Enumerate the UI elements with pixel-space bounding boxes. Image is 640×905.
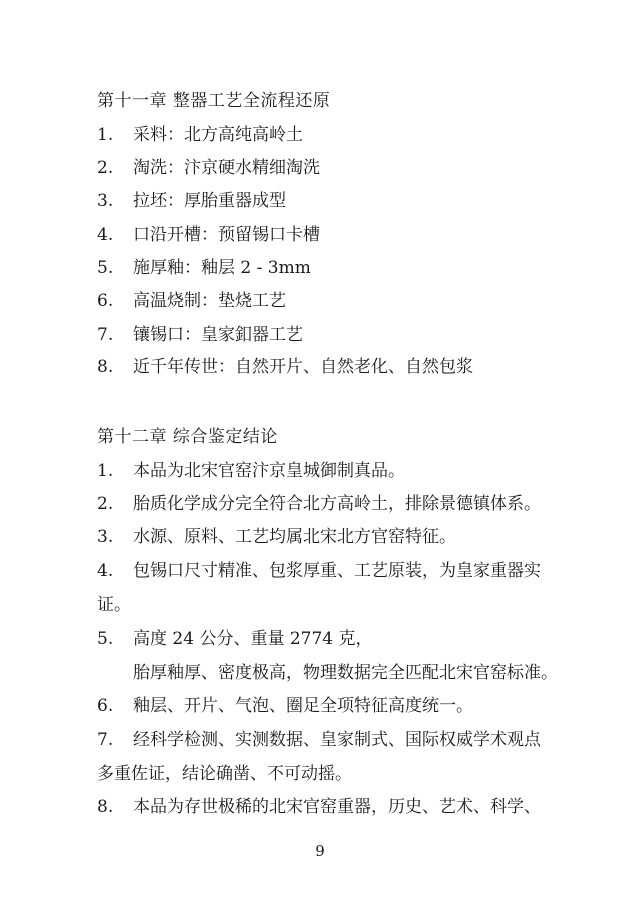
item-number: 3. [97,191,114,211]
item-number: 1. [97,461,114,481]
item-text: 淘洗：汴京硬水精细淘洗 [133,158,320,178]
item-number: 3. [97,527,114,547]
chapter-12-title: 第十二章 综合鉴定结论 [97,427,278,447]
list-item [97,352,473,377]
item-number: 8. [97,797,114,817]
item-text: 口沿开槽：预留锡口卡槽 [133,225,320,245]
list-item [97,120,303,145]
item-number: 4. [97,225,114,245]
item-number: 6. [97,291,114,311]
item-number: 2. [97,494,114,514]
item-number: 1. [97,125,114,145]
list-item [97,522,456,547]
list-item [97,456,405,481]
item-text: 包锡口尺寸精准、包浆厚重、工艺原装，为皇家重器实 [133,561,541,581]
item-text: 高温烧制：垫烧工艺 [133,291,286,311]
list-item [97,489,541,514]
list-item [97,556,541,581]
item-number: 6. [97,696,114,716]
list-item [97,220,320,245]
list-item [97,186,286,211]
item-text: 釉层、开片、气泡、圈足全项特征高度统一。 [133,696,473,716]
page-number: 9 [315,842,325,860]
item-number: 2. [97,158,114,178]
list-item [97,153,320,178]
item-number: 7. [97,730,114,750]
item-number: 7. [97,325,114,345]
item-text: 高度 24 公分、重量 2774 克， [133,629,373,649]
list-item [97,253,311,278]
list-item [97,320,303,345]
item-text: 本品为存世极稀的北宋官窑重器，历史、艺术、科学、 [133,797,541,817]
item-text: 本品为北宋官窑汴京皇城御制真品。 [133,461,405,481]
item-number: 5. [97,629,114,649]
item-continuation: 胎厚釉厚、密度极高，物理数据完全匹配北宋官窑标准。 [133,663,558,683]
list-item [97,691,473,716]
item-text: 胎质化学成分完全符合北方高岭土，排除景德镇体系。 [133,494,541,514]
item-text: 施厚釉：釉层 2 - 3mm [133,258,311,278]
item-continuation: 多重佐证，结论确凿、不可动摇。 [97,764,352,784]
list-item [97,792,541,817]
item-text: 采料：北方高纯高岭土 [133,125,303,145]
item-text: 近千年传世：自然开片、自然老化、自然包浆 [133,357,473,377]
list-item [97,624,373,649]
item-number: 8. [97,357,114,377]
item-text: 水源、原料、工艺均属北宋北方官窑特征。 [133,527,456,547]
item-number: 4. [97,561,114,581]
list-item [97,286,286,311]
item-text: 镶锡口：皇家釦器工艺 [133,325,303,345]
item-continuation: 证。 [97,595,131,615]
item-text: 拉坯：厚胎重器成型 [133,191,286,211]
chapter-11-title: 第十一章 整器工艺全流程还原 [97,91,331,111]
item-text: 经科学检测、实测数据、皇家制式、国际权威学术观点 [133,730,541,750]
list-item [97,725,541,750]
item-number: 5. [97,258,114,278]
